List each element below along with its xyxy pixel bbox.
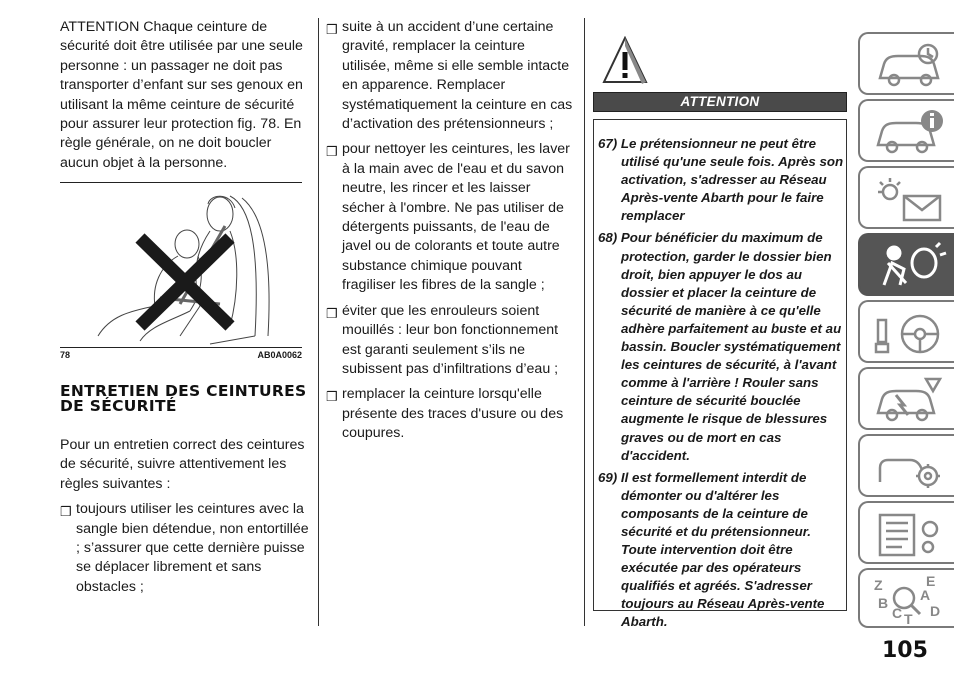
checkbox-bullet-icon: ❒ (60, 504, 72, 520)
tab-warning-lights[interactable] (858, 166, 954, 229)
starting-driving-icon (870, 308, 950, 358)
warning-note: 68) Pour bénéficier du maximum de protection, garder le dossier bien droit, bien appuyer le dos au dossier et placer la ceinture de sécurité de manière à ce qu'elle adhère parfaitement au buste et au bassin. Boucler systématiquement les ceintures de sécurité, à l'avant comme à l'arrière ! Rouler sans ceinture de sécurité bouclée augmente le risque de blessures graves ou de mort en cas d'accident. (598, 230, 842, 463)
warning-notes (598, 135, 844, 636)
index-icon (870, 576, 950, 626)
figure-top-rule (60, 182, 302, 183)
tab-technical-data[interactable] (858, 501, 954, 564)
tab-index[interactable] (858, 568, 954, 628)
column-divider (584, 18, 585, 626)
tab-dashboard[interactable] (858, 32, 954, 95)
warning-triangle-icon (602, 36, 648, 86)
section-heading: ENTRETIEN DES CEINTURES DE SÉCURITÉ (60, 382, 307, 415)
tab-maintenance[interactable] (858, 434, 954, 497)
list-item-text: pour nettoyer les ceintures, les laver à la main avec de l'eau et du savon neutre, les rincer et les laisser sécher à l'ombre. Ne pas utiliser de détergents puissants, de l'eau de javel ou de colorants et toute autre substance chimique pouvant fragiliser les fibres de la sangle ; (342, 141, 570, 294)
figure-78 (60, 182, 302, 364)
index-letter: C (892, 605, 903, 621)
index-letter: A (920, 587, 931, 603)
tab-starting-driving[interactable] (858, 300, 954, 363)
seatbelt-usage-paragraph: ATTENTION Chaque ceinture de sécurité doit être utilisée par une seule personne : un passager ne doit pas transporter d’enfant sur ses genoux en utilisant la même ceinture de sécurité pour assurer leur protection fig. 78. En règle générale, on ne doit boucler aucun objet à la personne. (60, 19, 303, 171)
maintenance-intro: Pour un entretien correct des ceintures de sécurité, suivre attentivement les règles suivantes : (60, 437, 305, 492)
figure-code: AB0A0062 (257, 350, 302, 360)
list-item (326, 140, 576, 295)
list-item-text: remplacer la ceinture lorsqu'elle présente des traces d'usure ou des coupures. (342, 386, 564, 442)
car-dashboard-icon (870, 40, 950, 90)
page-number: 105 (882, 638, 928, 663)
warning-title-bar: ATTENTION (593, 92, 847, 112)
column-divider (318, 18, 319, 626)
warning-note: 69) Il est formellement interdit de démonter ou d'altérer les composants de la ceinture de sécurité et du prétensionneur. Toute intervention doit être exécutée par des opérateurs qualifiés et agréés. S'adresser toujours au Réseau Après-vente Abarth. (598, 469, 825, 630)
maintenance-list-start (60, 436, 312, 603)
index-letter: B (878, 595, 889, 611)
checkbox-bullet-icon: ❒ (326, 389, 338, 405)
technical-data-icon (870, 509, 950, 559)
list-item-text: suite à un accident d’une certaine gravité, remplacer la ceinture utilisée, même si elle semble intacte en apparence. Remplacer systématiquement la ceinture en cas d’activation des prétensionneurs ; (342, 19, 573, 133)
figure-number: 78 (60, 350, 71, 360)
checkbox-bullet-icon: ❒ (326, 305, 338, 321)
figure-bottom-rule (60, 347, 302, 348)
child-on-lap-illustration (60, 186, 302, 346)
checkbox-bullet-icon: ❒ (326, 144, 338, 160)
list-item (326, 18, 576, 134)
list-item-text: éviter que les enrouleurs soient mouillés : leur bon fonctionnement est garanti seulement s’ils ne subissent pas d’infiltrations d’eau ; (342, 302, 559, 377)
index-letter: T (904, 611, 913, 626)
index-letter: D (930, 603, 941, 619)
warning-lights-mail-icon (870, 174, 950, 224)
maintenance-icon (870, 442, 950, 492)
index-letter: Z (874, 577, 883, 593)
car-breakdown-icon (870, 375, 950, 425)
warning-note: 67) Le prétensionneur ne peut être utilisé qu'une seule fois. Après son activation, s'adresser au Réseau Après-vente Abarth pour le faire remplacer (598, 136, 844, 224)
list-item (60, 500, 312, 597)
maintenance-list-continued (326, 18, 576, 450)
car-info-icon (870, 107, 950, 157)
list-item-text: toujours utiliser les ceintures avec la sangle bien détendue, non entortillée ; s’assurer que cette dernière puisse se déplacer librement et sans obstacles ; (76, 501, 309, 595)
tab-safety[interactable] (858, 233, 954, 296)
list-item (326, 302, 576, 380)
index-letter: E (926, 576, 936, 589)
tab-car-info[interactable] (858, 99, 954, 162)
list-item (326, 385, 576, 443)
tab-breakdown[interactable] (858, 367, 954, 430)
checkbox-bullet-icon: ❒ (326, 22, 338, 37)
seatbelt-airbag-icon (870, 241, 950, 291)
